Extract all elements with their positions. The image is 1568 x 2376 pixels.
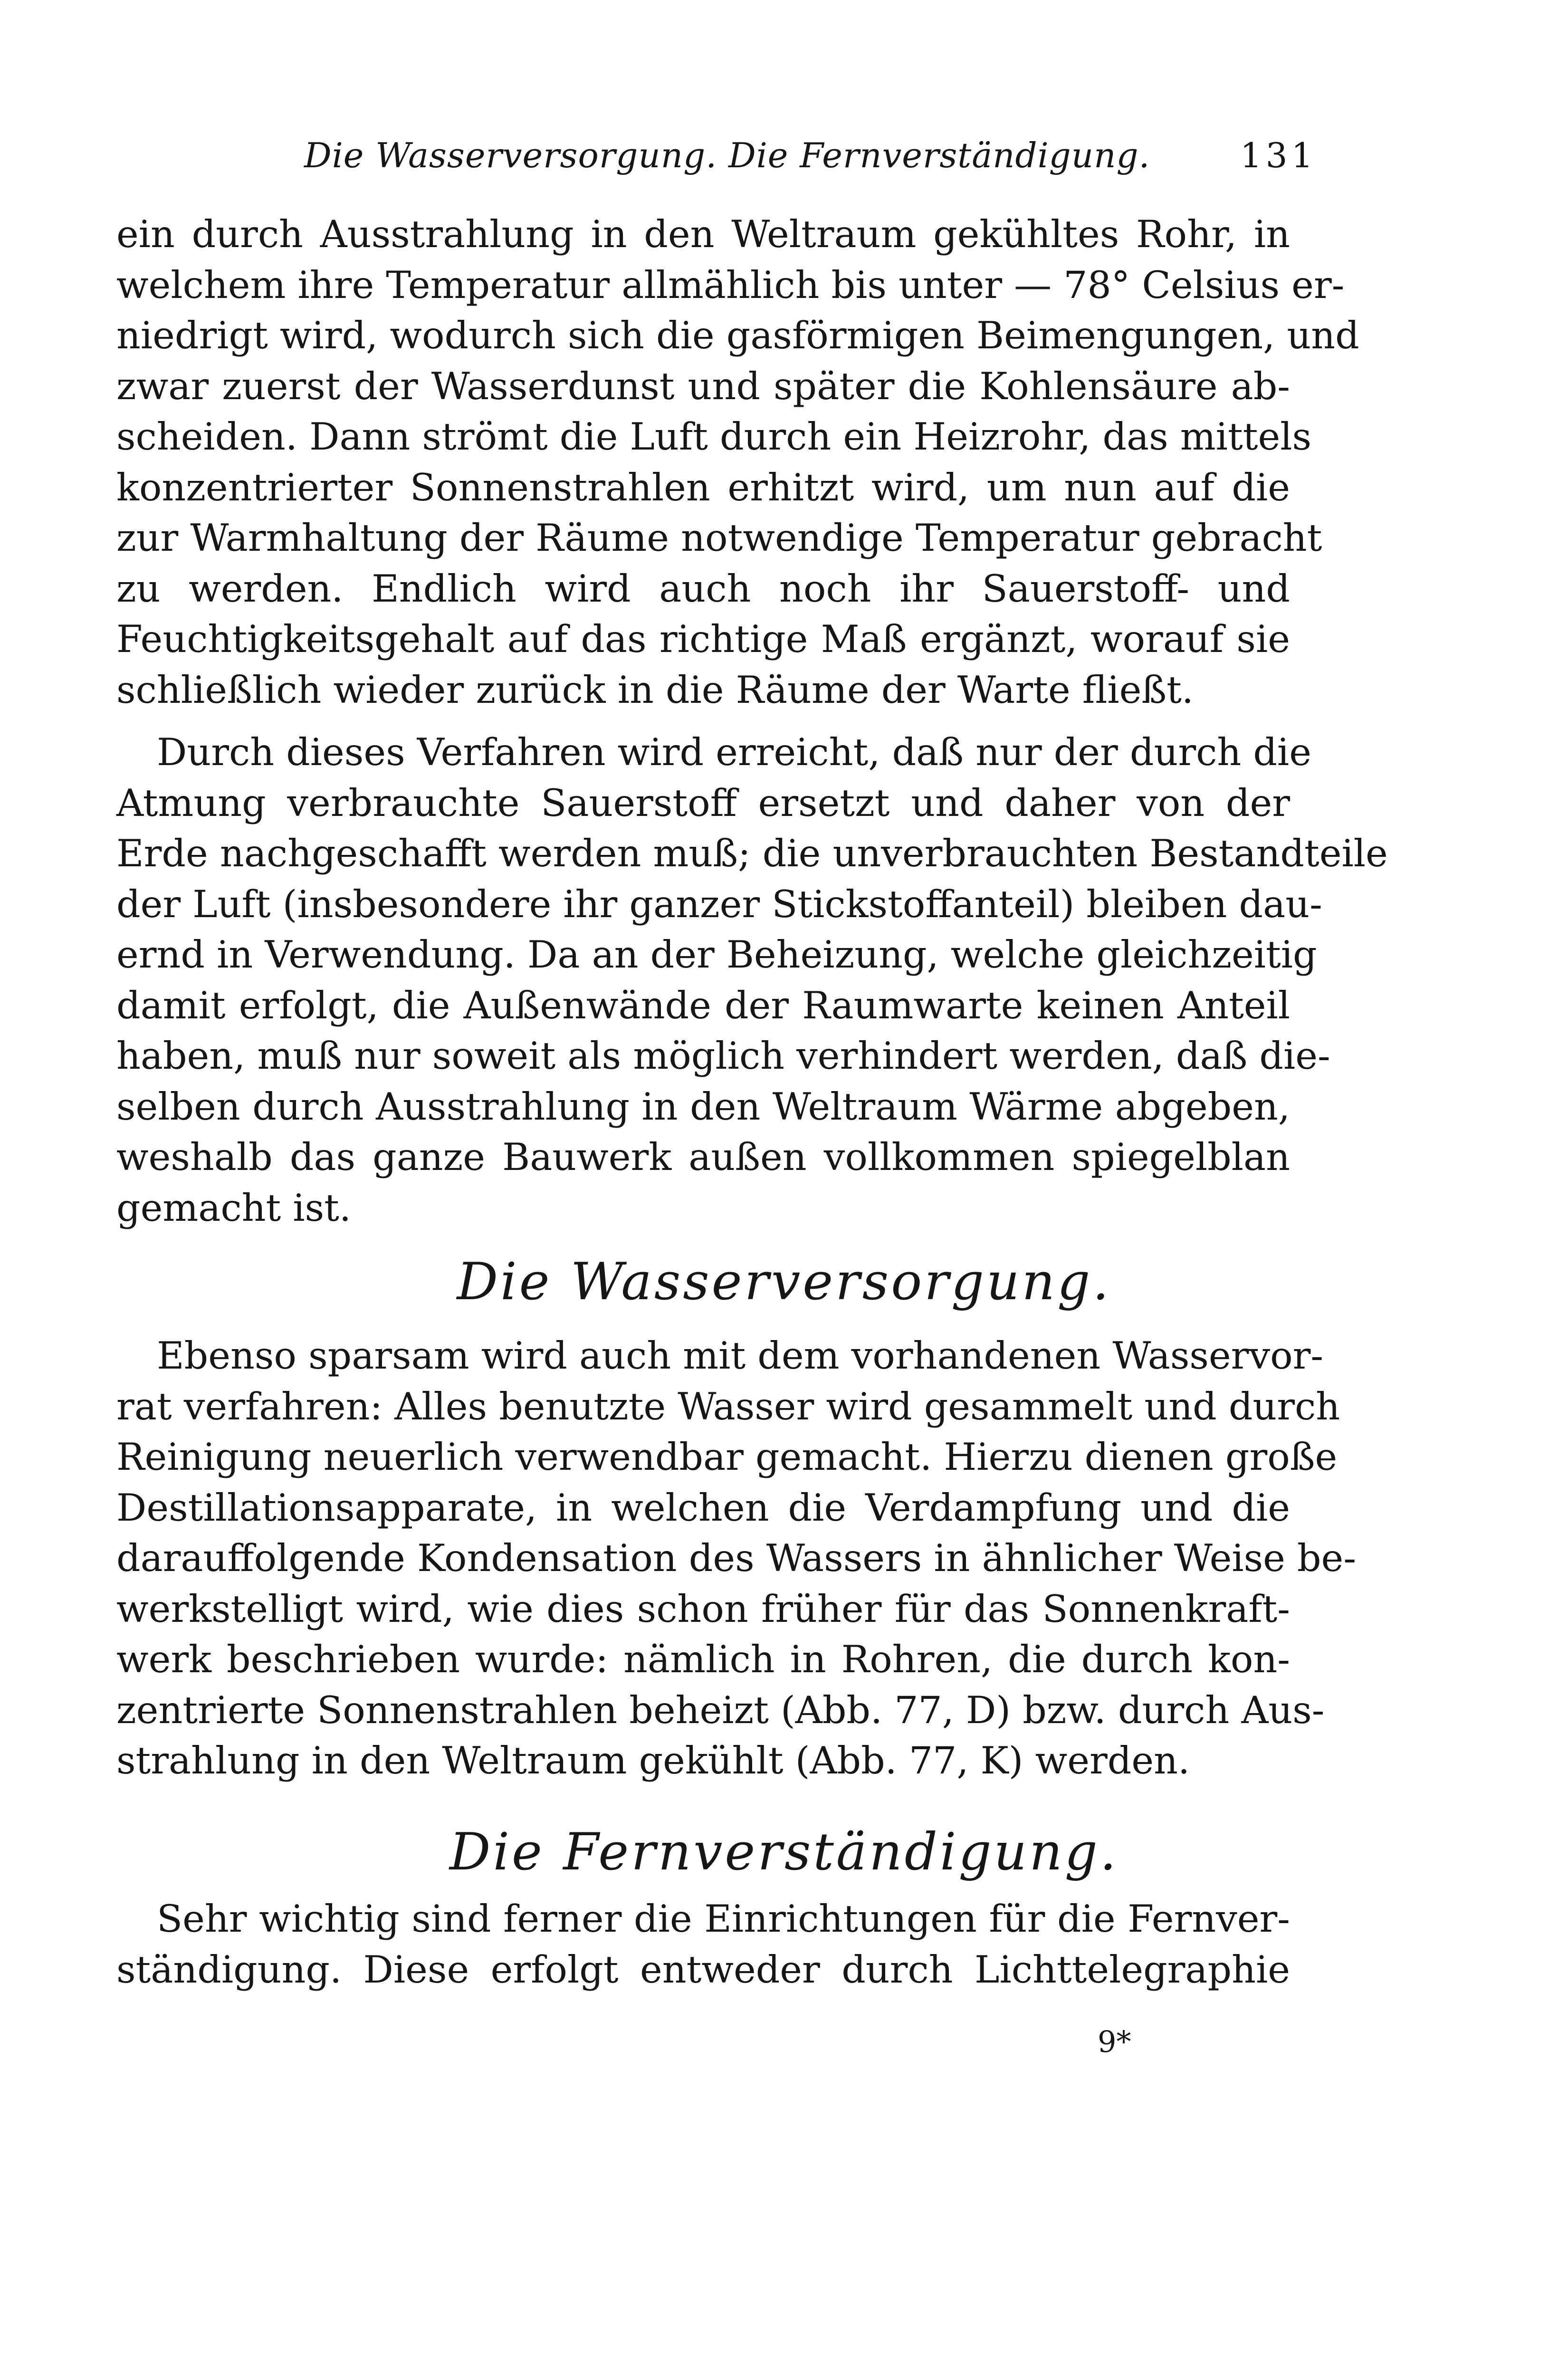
page-number: 131 — [1240, 135, 1317, 175]
text-line: Feuchtigkeitsgehalt auf das richtige Maß ergänzt, worauf sie — [116, 617, 1290, 661]
text-line: schließlich wieder zurück in die Räume der Warte fließt. — [116, 668, 1194, 712]
text-line: haben, muß nur soweit als möglich verhindert werden, daß die- — [116, 1034, 1330, 1078]
text-line: zwar zuerst der Wasserdunst und später die Kohlensäure ab- — [116, 364, 1290, 408]
text-line: rat verfahren: Alles benutzte Wasser wird gesammelt und durch — [116, 1384, 1340, 1428]
text-line: strahlung in den Weltraum gekühlt (Abb. 77, K) werden. — [116, 1739, 1190, 1782]
text-line: werkstelligt wird, wie dies schon früher für das Sonnenkraft- — [116, 1587, 1290, 1631]
text-line: Atmung verbrauchte Sauerstoff ersetzt und daher von der — [116, 781, 1290, 825]
text-line: ständigung. Diese erfolgt entweder durch Lichttelegraphie — [116, 1947, 1290, 1992]
text-line: selben durch Ausstrahlung in den Weltraum Wärme abgeben, — [116, 1084, 1290, 1129]
text-line: ernd in Verwendung. Da an der Beheizung, welche gleichzeitig — [116, 933, 1317, 977]
text-line: niedrigt wird, wodurch sich die gasförmigen Beimengungen, und — [116, 314, 1359, 357]
text-line: gemacht ist. — [116, 1186, 351, 1230]
text-line: Durch dieses Verfahren wird erreicht, daß nur der durch die — [157, 730, 1311, 774]
paragraph-3 — [116, 1331, 1357, 1786]
section-heading-fernverstaendigung: Die Fernverständigung. — [449, 1822, 1119, 1882]
text-line: Erde nachgeschafft werden muß; die unverbrauchten Bestandteile — [116, 832, 1388, 875]
text-line: ein durch Ausstrahlung in den Weltraum gekühltes Rohr, in — [116, 212, 1290, 256]
text-line: der Luft (insbesondere ihr ganzer Stickstoffanteil) bleiben dau- — [116, 882, 1322, 926]
printer-signature-mark: 9* — [1098, 2024, 1131, 2059]
text-line: zur Warmhaltung der Räume notwendige Temperatur gebracht — [116, 516, 1322, 560]
text-line: Sehr wichtig sind ferner die Einrichtungen für die Fernver- — [157, 1897, 1290, 1941]
paragraph-4 — [116, 1894, 1290, 1995]
running-head: Die Wasserversorgung. Die Fernverständigung. — [304, 135, 1150, 175]
text-line: Ebenso sparsam wird auch mit dem vorhandenen Wasservor- — [157, 1334, 1324, 1378]
text-line: weshalb das ganze Bauwerk außen vollkommen spiegelblan — [116, 1135, 1290, 1179]
text-line: scheiden. Dann strömt die Luft durch ein Heizrohr, das mittels — [116, 415, 1312, 459]
text-line: werk beschrieben wurde: nämlich in Rohren, die durch kon- — [116, 1638, 1290, 1681]
text-line: konzentrierter Sonnenstrahlen erhitzt wird, um nun auf die — [116, 465, 1290, 509]
text-line: damit erfolgt, die Außenwände der Raumwarte keinen Anteil — [116, 983, 1290, 1027]
text-line: darauffolgende Kondensation des Wassers in ähnlicher Weise be- — [116, 1536, 1357, 1580]
text-line: Reinigung neuerlich verwendbar gemacht. Hierzu dienen große — [116, 1435, 1338, 1479]
text-line: welchem ihre Temperatur allmählich bis unter — 78° Celsius er- — [116, 263, 1345, 307]
paragraph-1 — [116, 209, 1359, 715]
text-line: zu werden. Endlich wird auch noch ihr Sauerstoff- und — [116, 566, 1290, 611]
section-heading-wasserversorgung: Die Wasserversorgung. — [457, 1252, 1111, 1312]
paragraph-2 — [116, 727, 1388, 1233]
text-line: Destillationsapparate, in welchen die Verdampfung und die — [116, 1485, 1290, 1530]
text-line: zentrierte Sonnenstrahlen beheizt (Abb. 77, D) bzw. durch Aus- — [116, 1688, 1325, 1732]
